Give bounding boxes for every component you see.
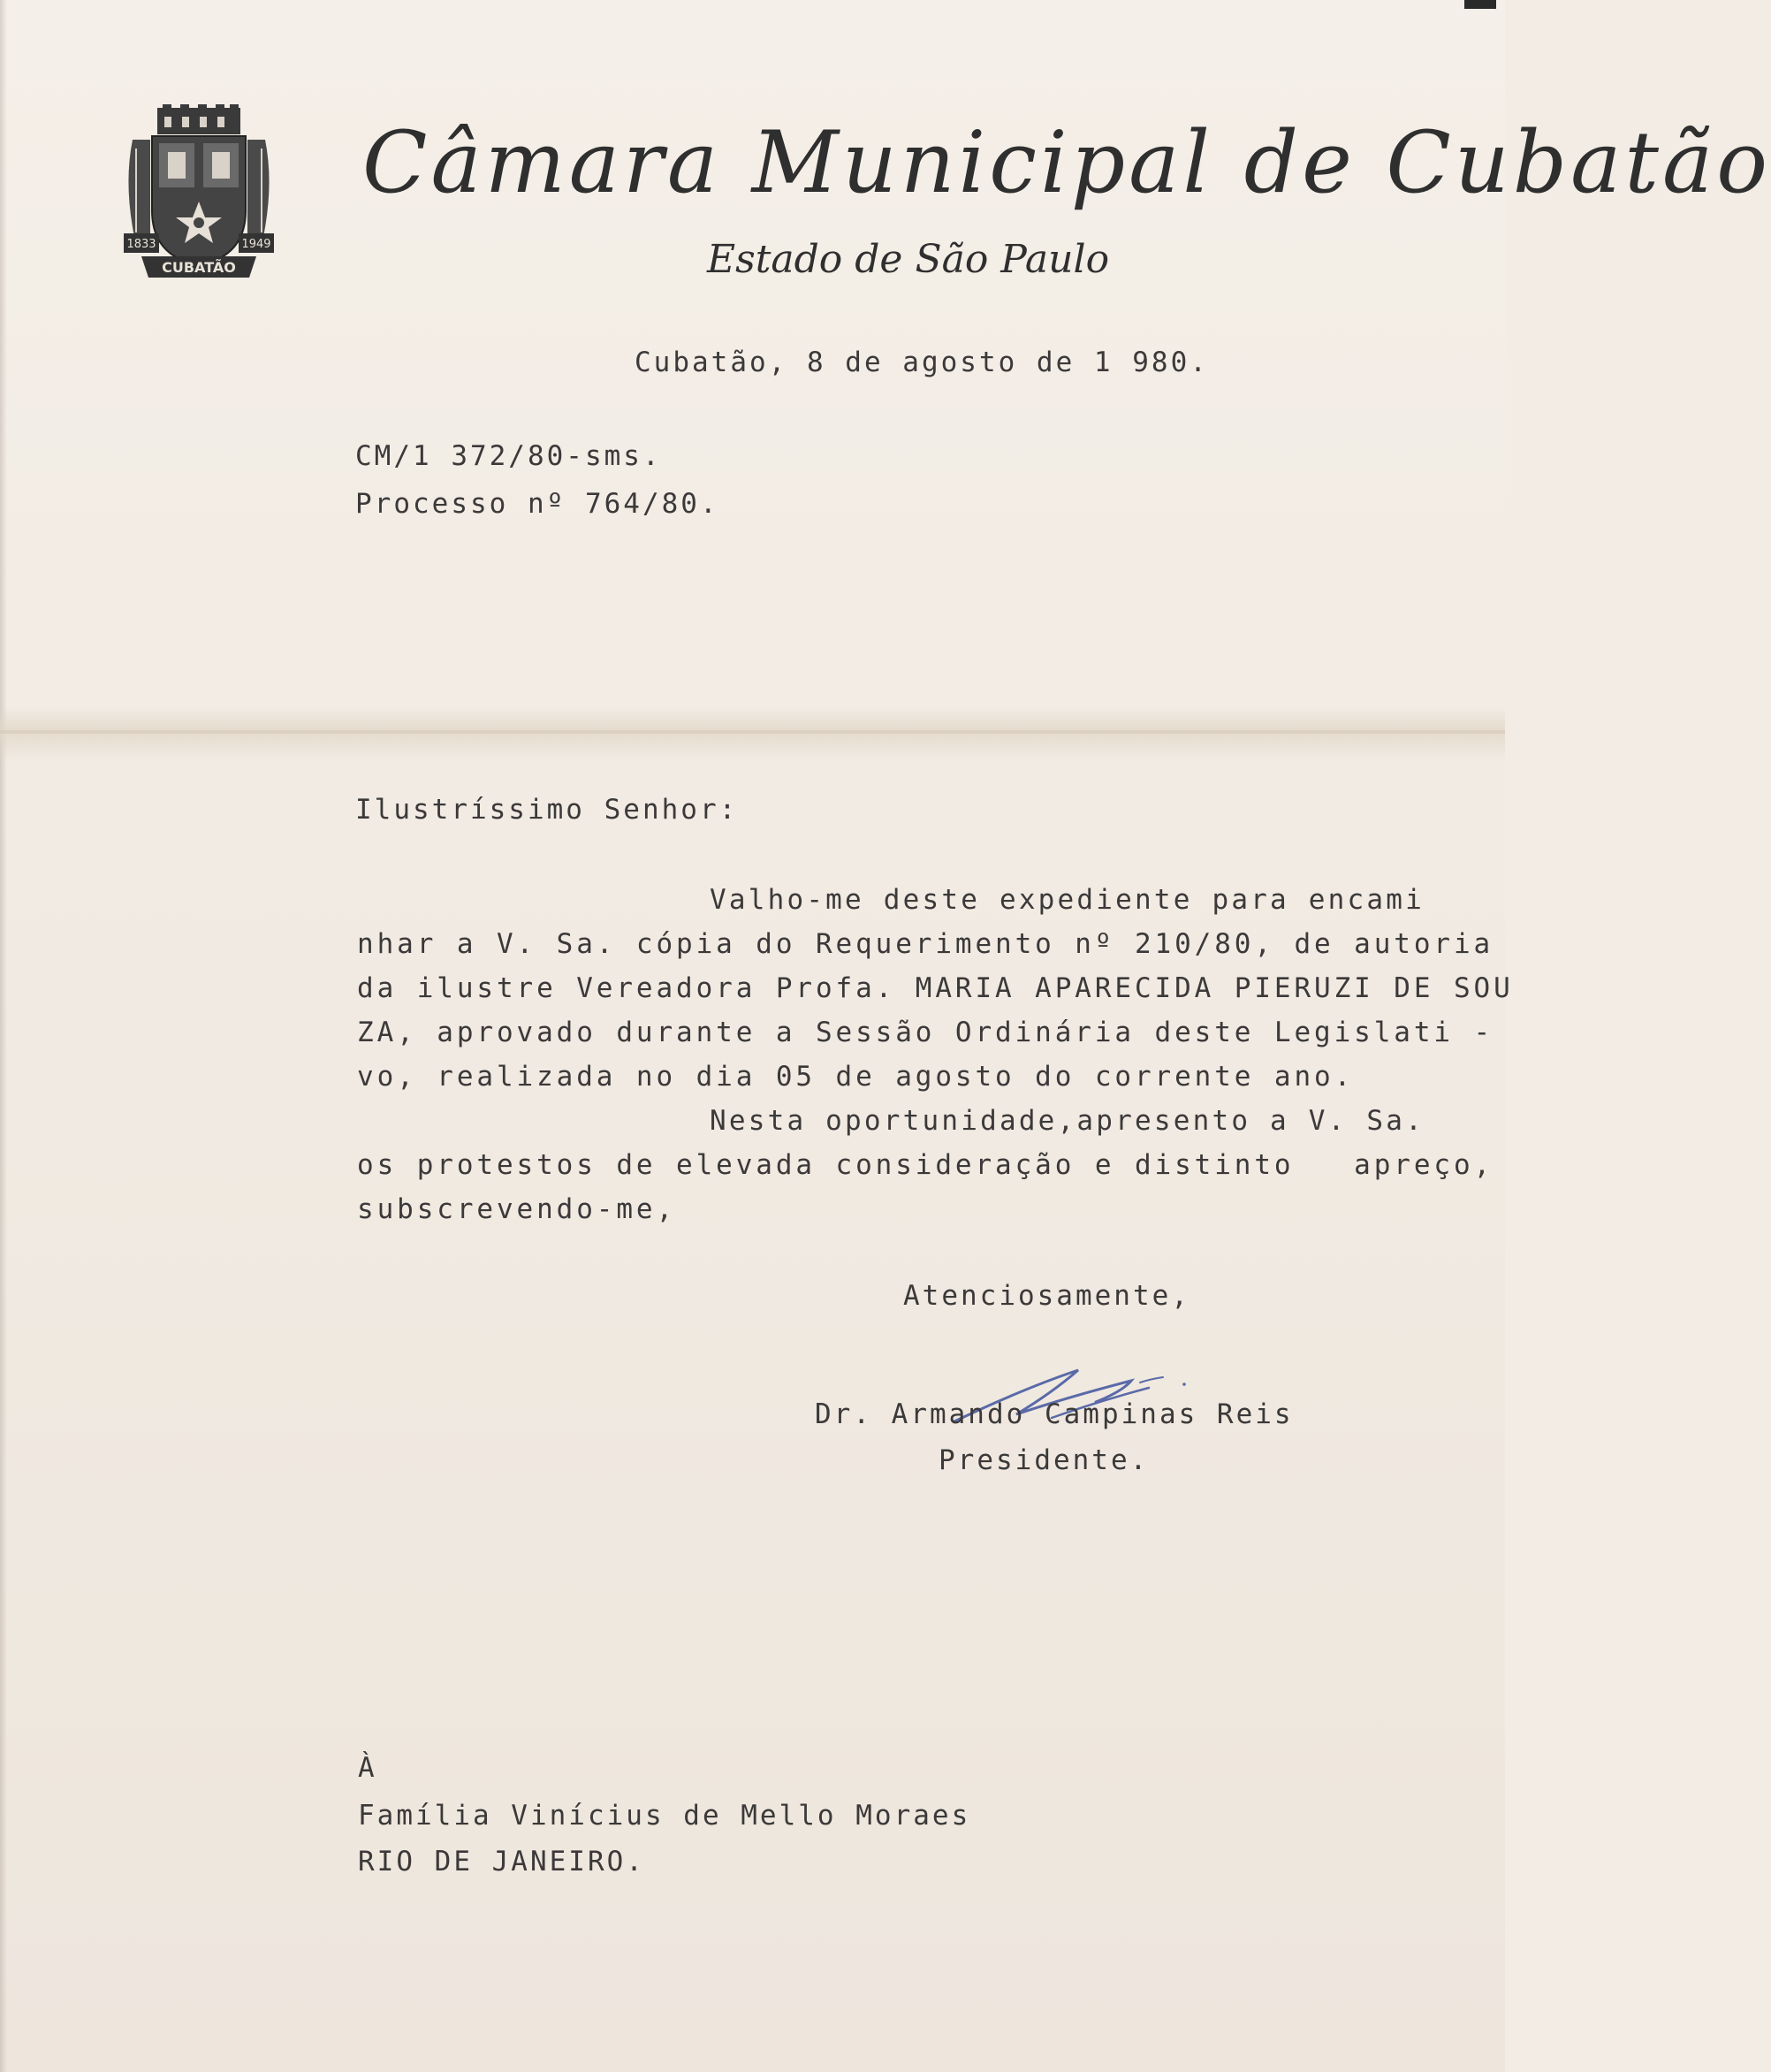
paper-fold bbox=[0, 707, 1505, 760]
body-line: Valho-me deste expediente para encami bbox=[710, 884, 1425, 916]
corner-mark bbox=[1464, 0, 1496, 9]
signatory-title: Presidente. bbox=[939, 1444, 1150, 1476]
body-line: Nesta oportunidade,apresento a V. Sa. bbox=[710, 1105, 1425, 1137]
date-line: Cubatão, 8 de agosto de 1 980. bbox=[635, 347, 1209, 378]
body-line: da ilustre Vereadora Profa. MARIA APARECIDA PIERUZI DE SOU bbox=[357, 972, 1514, 1004]
coat-year-right: 1949 bbox=[241, 238, 271, 251]
signatory-name: Dr. Armando Campinas Reis bbox=[815, 1398, 1294, 1430]
paper-fold-crease bbox=[0, 730, 1505, 734]
process-number: Processo nº 764/80. bbox=[355, 488, 719, 520]
body-line: nhar a V. Sa. cópia do Requerimento nº 210/80, de autoria bbox=[357, 928, 1494, 960]
body-line: subscrevendo-me, bbox=[357, 1193, 677, 1225]
coat-banner-text: CUBATÃO bbox=[162, 259, 236, 276]
body-line: ZA, aprovado durante a Sessão Ordinária deste Legislati - bbox=[357, 1017, 1494, 1048]
letterhead-subtitle: Estado de São Paulo bbox=[707, 237, 1110, 282]
body-line: vo, realizada no dia 05 de agosto do corrente ano. bbox=[357, 1061, 1355, 1093]
letterhead-title: Câmara Municipal de Cubatão bbox=[362, 113, 1771, 212]
recipient-name: Família Vinícius de Mello Moraes bbox=[358, 1800, 971, 1832]
recipient-prefix: À bbox=[358, 1752, 377, 1784]
salutation: Ilustríssimo Senhor: bbox=[355, 794, 739, 826]
closing: Atenciosamente, bbox=[903, 1280, 1190, 1312]
recipient-city: RIO DE JANEIRO. bbox=[358, 1846, 645, 1878]
coat-of-arms-icon bbox=[124, 104, 274, 281]
coat-year-left: 1833 bbox=[126, 238, 156, 251]
paper-edge-shadow bbox=[0, 0, 7, 2072]
reference-code: CM/1 372/80-sms. bbox=[355, 440, 662, 472]
body-line: os protestos de elevada consideração e distinto apreço, bbox=[357, 1149, 1494, 1181]
